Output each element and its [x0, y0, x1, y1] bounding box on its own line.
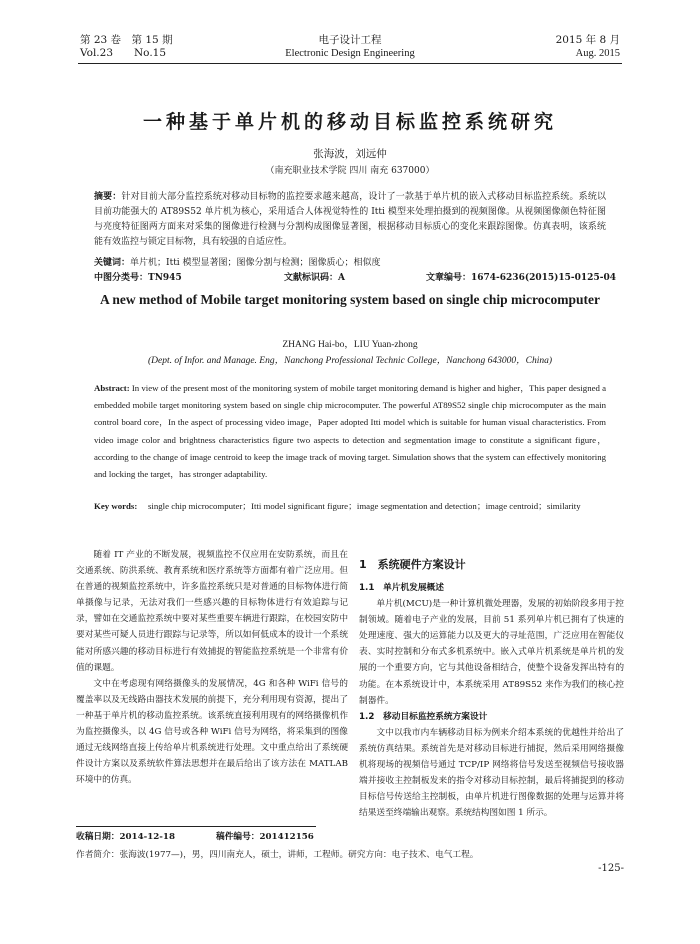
- body-paragraph: 文中以我市内车辆移动目标为例来介绍本系统的优越性并给出了系统仿真结果。系统首先是对移动目标进行捕捉，然后采用网络摄像机将现场的视频信号通过 TCP/IP 网络将信号发送至视频信号接收器端并接收主控制板发来的指令对移动目标控制，最后将捕捉到的移动目标信号传送给主控制板，由单片机进行图像数据的处理与运算并将结果送至终端输出观察。系统结构图如图 1 所示。: [359, 727, 624, 819]
- authors-en: ZHANG Hai-bo，LIU Yuan-zhong: [282, 340, 418, 350]
- abstract-cn: [94, 190, 606, 250]
- abstract-cn-text: 针对目前大部分监控系统对移动目标物的监控要求越来越高，设计了一款基于单片机的嵌入式移动目标监控系统。系统以目前功能强大的 AT89S52 单片机为核心，采用适合人体视觉特性的 Itti 模型来处理拍摄到的视频图像。从视频图像颜色特征图与亮度特征图两方面来对采集的图像进行检测与分割构成图像显著图，根据移动目标质心的变化来跟踪图像。仿真表明，该系统能有效监控与锁定目标物，具有较强的自适应性。: [94, 192, 606, 247]
- footnote-rule: [76, 826, 316, 827]
- title-cn: 一种基于单片机的移动目标监控系统研究: [142, 111, 557, 133]
- body-paragraph: 随着 IT 产业的不断发展，视频监控不仅应用在安防系统，而且在交通系统、防洪系统、教育系统和医疗系统等方面都有着广泛应用。但在普通的视频监控系统中，许多监控系统只是对普通的目标物体进行简单摄像与记录，无法对我们一些感兴趣的目标物体进行有效追踪与记录，譬如在交通监控系统中要对某些重要车辆进行跟踪，在校园安防中要对某些可疑人员进行跟踪与记录等，所以如何低成本的设计一个系统能对所感兴趣的移动目标进行有效捕捉的智能监控系统是一个非常有价值的课题。: [76, 550, 348, 673]
- header-volume: [80, 34, 173, 60]
- keywords-en: [94, 498, 606, 514]
- header-rule: [78, 63, 622, 64]
- header-journal-cn: 电子设计工程: [318, 34, 382, 46]
- body-left-column: [76, 547, 348, 788]
- abstract-en-text: In view of the present most of the monitoring system of mobile target monitoring demand is higher and higher，This paper designed a embedded mobile target monitoring system based on single chip microcomputer. The powerful AT89S52 single chip microcomputer as the main control board core，In the aspect of processing video image，Paper adopted Itti model which is suitable for human visual characteristics. From video image color and brightness characteristics figure two aspects to detection and segmentation image to constitute a significant figure，according to the change of image centroid to keep the image track of moving target. Simulation shows that the system can effectively monitoring and locking the target，has stronger adaptability.: [94, 383, 606, 480]
- body-paragraph: 文中在考虑现有网络摄像头的发展情况，4G 和各种 WiFi 信号的覆盖率以及无线路由器技术发展的前提下，充分利用现有资源，提出了一种基于单片机的移动监控系统。该系统直接利用现有的网络摄像机作为监控摄像头，以 4G 信号或各种 WiFi 信号为网络，将采集到的图像通过无线网络直接上传给单片机系统进行处理。文中重点给出了系统硬件设计方案以及系统软件算法思想并在最后给出了该方法在 MATLAB 环境中的仿真。: [76, 678, 348, 786]
- header-date: [556, 34, 620, 60]
- keywords-cn-label: 关键词：: [94, 258, 131, 268]
- author-intro: 作者简介：张海波(1977—)，男，四川南充人，硕士，讲师，工程师。研究方向：电子技术、电气工程。: [76, 850, 479, 860]
- keywords-en-label: Key words:: [94, 501, 138, 511]
- clc-number: 中图分类号：TN945: [94, 273, 182, 283]
- header-date-cn: 2015 年 8 月: [555, 34, 620, 46]
- header-date-en: Aug. 2015: [575, 48, 620, 59]
- manuscript-number: 稿件编号：201412156: [216, 832, 314, 842]
- page-number: -125-: [598, 863, 624, 874]
- keywords-cn-text: 单片机；Itti 模型显著图；图像分割与检测；图像质心；相似度: [130, 258, 381, 268]
- subsection-heading: 1.1 单片机发展概述: [359, 583, 444, 593]
- title-en: A new method of Mobile target monitoring system based on single chip microcomputer: [100, 292, 600, 307]
- header-volume-cn: 第 23 卷 第 15 期: [80, 34, 173, 46]
- affiliation-en: (Dept. of Infor. and Manage. Eng，Nanchong Professional Technic College，Nanchong 643000，China): [147, 356, 553, 366]
- keywords-cn: [94, 256, 606, 271]
- header-journal-en: Electronic Design Engineering: [285, 48, 415, 59]
- abstract-en: [94, 380, 606, 483]
- section-heading: 1 系统硬件方案设计: [359, 558, 466, 571]
- document-code: 文献标识码：A: [284, 273, 345, 283]
- affiliation-cn: （南充职业技术学院 四川 南充 637000）: [265, 166, 435, 176]
- article-number: 文章编号：1674-6236(2015)15-0125-04: [426, 273, 616, 283]
- authors-cn: 张海波，刘远仲: [313, 148, 387, 160]
- body-right-column: [359, 580, 624, 821]
- abstract-cn-label: 摘要：: [94, 192, 122, 202]
- keywords-en-text: single chip microcomputer；Itti model significant figure；image segmentation and detection；image centroid；similarity: [148, 501, 581, 511]
- abstract-en-label: Abstract:: [94, 383, 130, 393]
- body-paragraph: 单片机(MCU)是一种计算机微处理器，发展的初始阶段多用于控制领域。随着电子产业的发展，目前 51 系列单片机已拥有了快速的处理速度、强大的运算能力以及更大的寻址范围，广泛应用在智能仪表、实时控制和分布式多机系统中。嵌入式单片机系统是单片机的发展的一个重要方向，它与其他设备相结合，使整个设备发挥出特有的功能。在本系统设计中，本系统采用 AT89S52 来作为我们的核心控制器件。: [359, 599, 624, 706]
- header-journal: [200, 34, 500, 60]
- subsection-heading: 1.2 移动目标监控系统方案设计: [359, 711, 488, 722]
- received-date: 收稿日期：2014-12-18: [76, 832, 176, 842]
- header-volume-en: Vol.23 No.15: [80, 47, 167, 59]
